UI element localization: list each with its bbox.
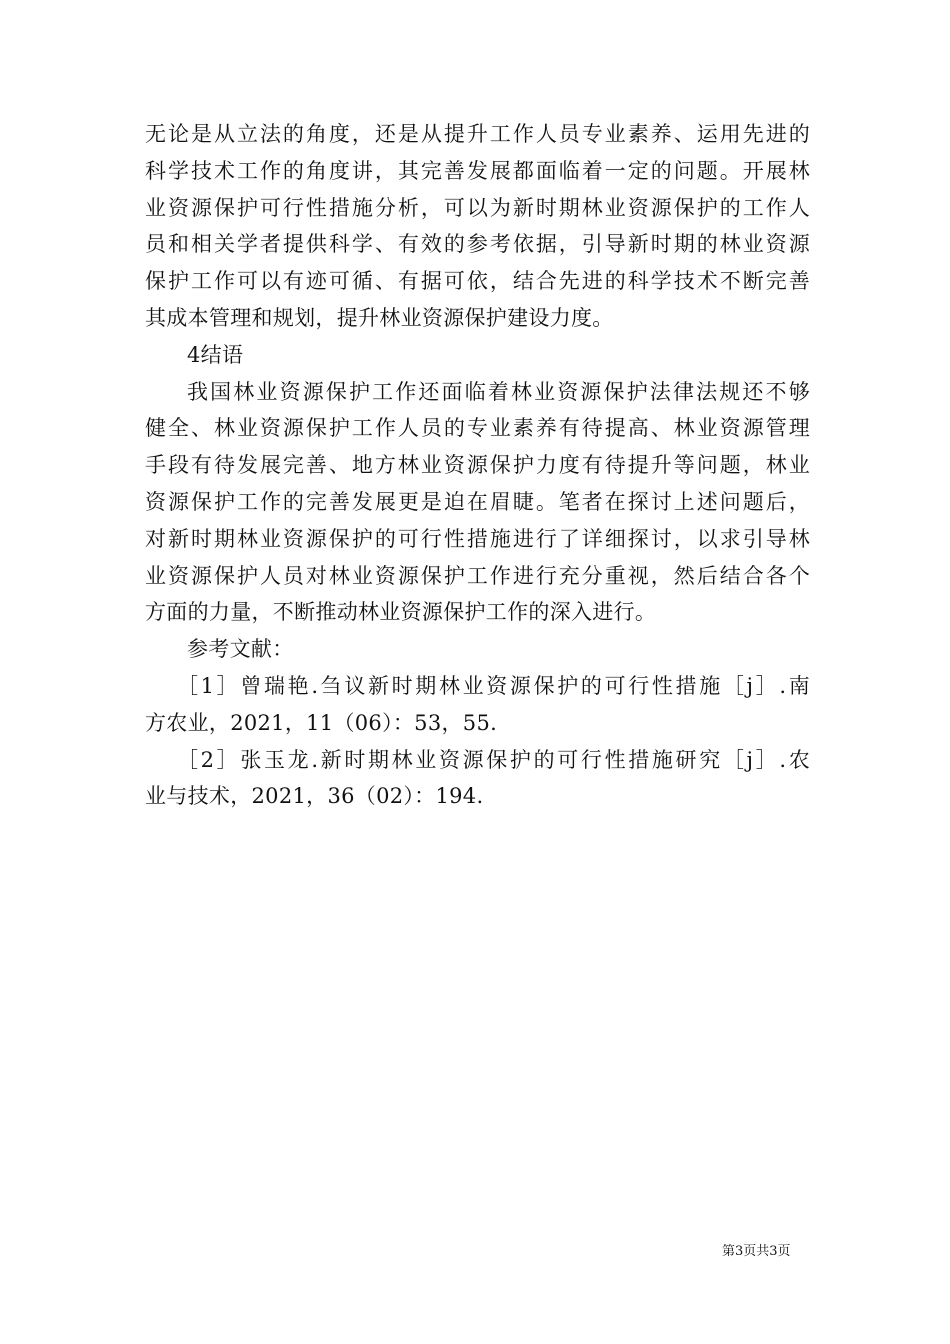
- reference-line: ［1］曾瑞艳.刍议新时期林业资源保护的可行性措施［j］.南: [177, 673, 810, 698]
- text-line: 手段有待发展完善、地方林业资源保护力度有待提升等问题，林业: [145, 453, 810, 478]
- text-line: 资源保护工作的完善发展更是迫在眉睫。笔者在探讨上述问题后，: [145, 489, 810, 514]
- text-line: 保护工作可以有迹可循、有据可依，结合先进的科学技术不断完善: [145, 269, 810, 294]
- paragraph-conclusion-lead: [145, 116, 810, 337]
- text-line: 业资源保护人员对林业资源保护工作进行充分重视，然后结合各个: [145, 563, 810, 588]
- text-line: 对新时期林业资源保护的可行性措施进行了详细探讨，以求引导林: [145, 526, 810, 551]
- section-heading: 4结语: [187, 342, 244, 367]
- text-line: 方面的力量，不断推动林业资源保护工作的深入进行。: [145, 600, 657, 625]
- reference-item: [145, 668, 810, 742]
- text-line: 员和相关学者提供科学、有效的参考依据，引导新时期的林业资源: [145, 232, 810, 257]
- page-number-footer: 第3页共3页: [722, 1244, 791, 1259]
- reference-item: [145, 742, 810, 816]
- document-body: [145, 116, 810, 815]
- reference-line: 业与技术，2021，36（02）：194.: [145, 784, 484, 809]
- text-line: 我国林业资源保护工作还面临着林业资源保护法律法规还不够: [187, 379, 810, 404]
- text-line: 业资源保护可行性措施分析，可以为新时期林业资源保护的工作人: [145, 195, 810, 220]
- text-line: 健全、林业资源保护工作人员的专业素养有待提高、林业资源管理: [145, 416, 810, 441]
- text-line: 无论是从立法的角度，还是从提升工作人员专业素养、运用先进的: [145, 122, 810, 146]
- paragraph-conclusion: [145, 374, 810, 632]
- reference-line: 方农业，2021，11（06）：53，55.: [145, 710, 498, 735]
- text-line: 其成本管理和规划，提升林业资源保护建设力度。: [145, 305, 614, 330]
- references-heading: 参考文献：: [187, 637, 294, 662]
- reference-line: ［2］张玉龙.新时期林业资源保护的可行性措施研究［j］.农: [177, 747, 810, 772]
- text-line: 科学技术工作的角度讲，其完善发展都面临着一定的问题。开展林: [145, 158, 810, 183]
